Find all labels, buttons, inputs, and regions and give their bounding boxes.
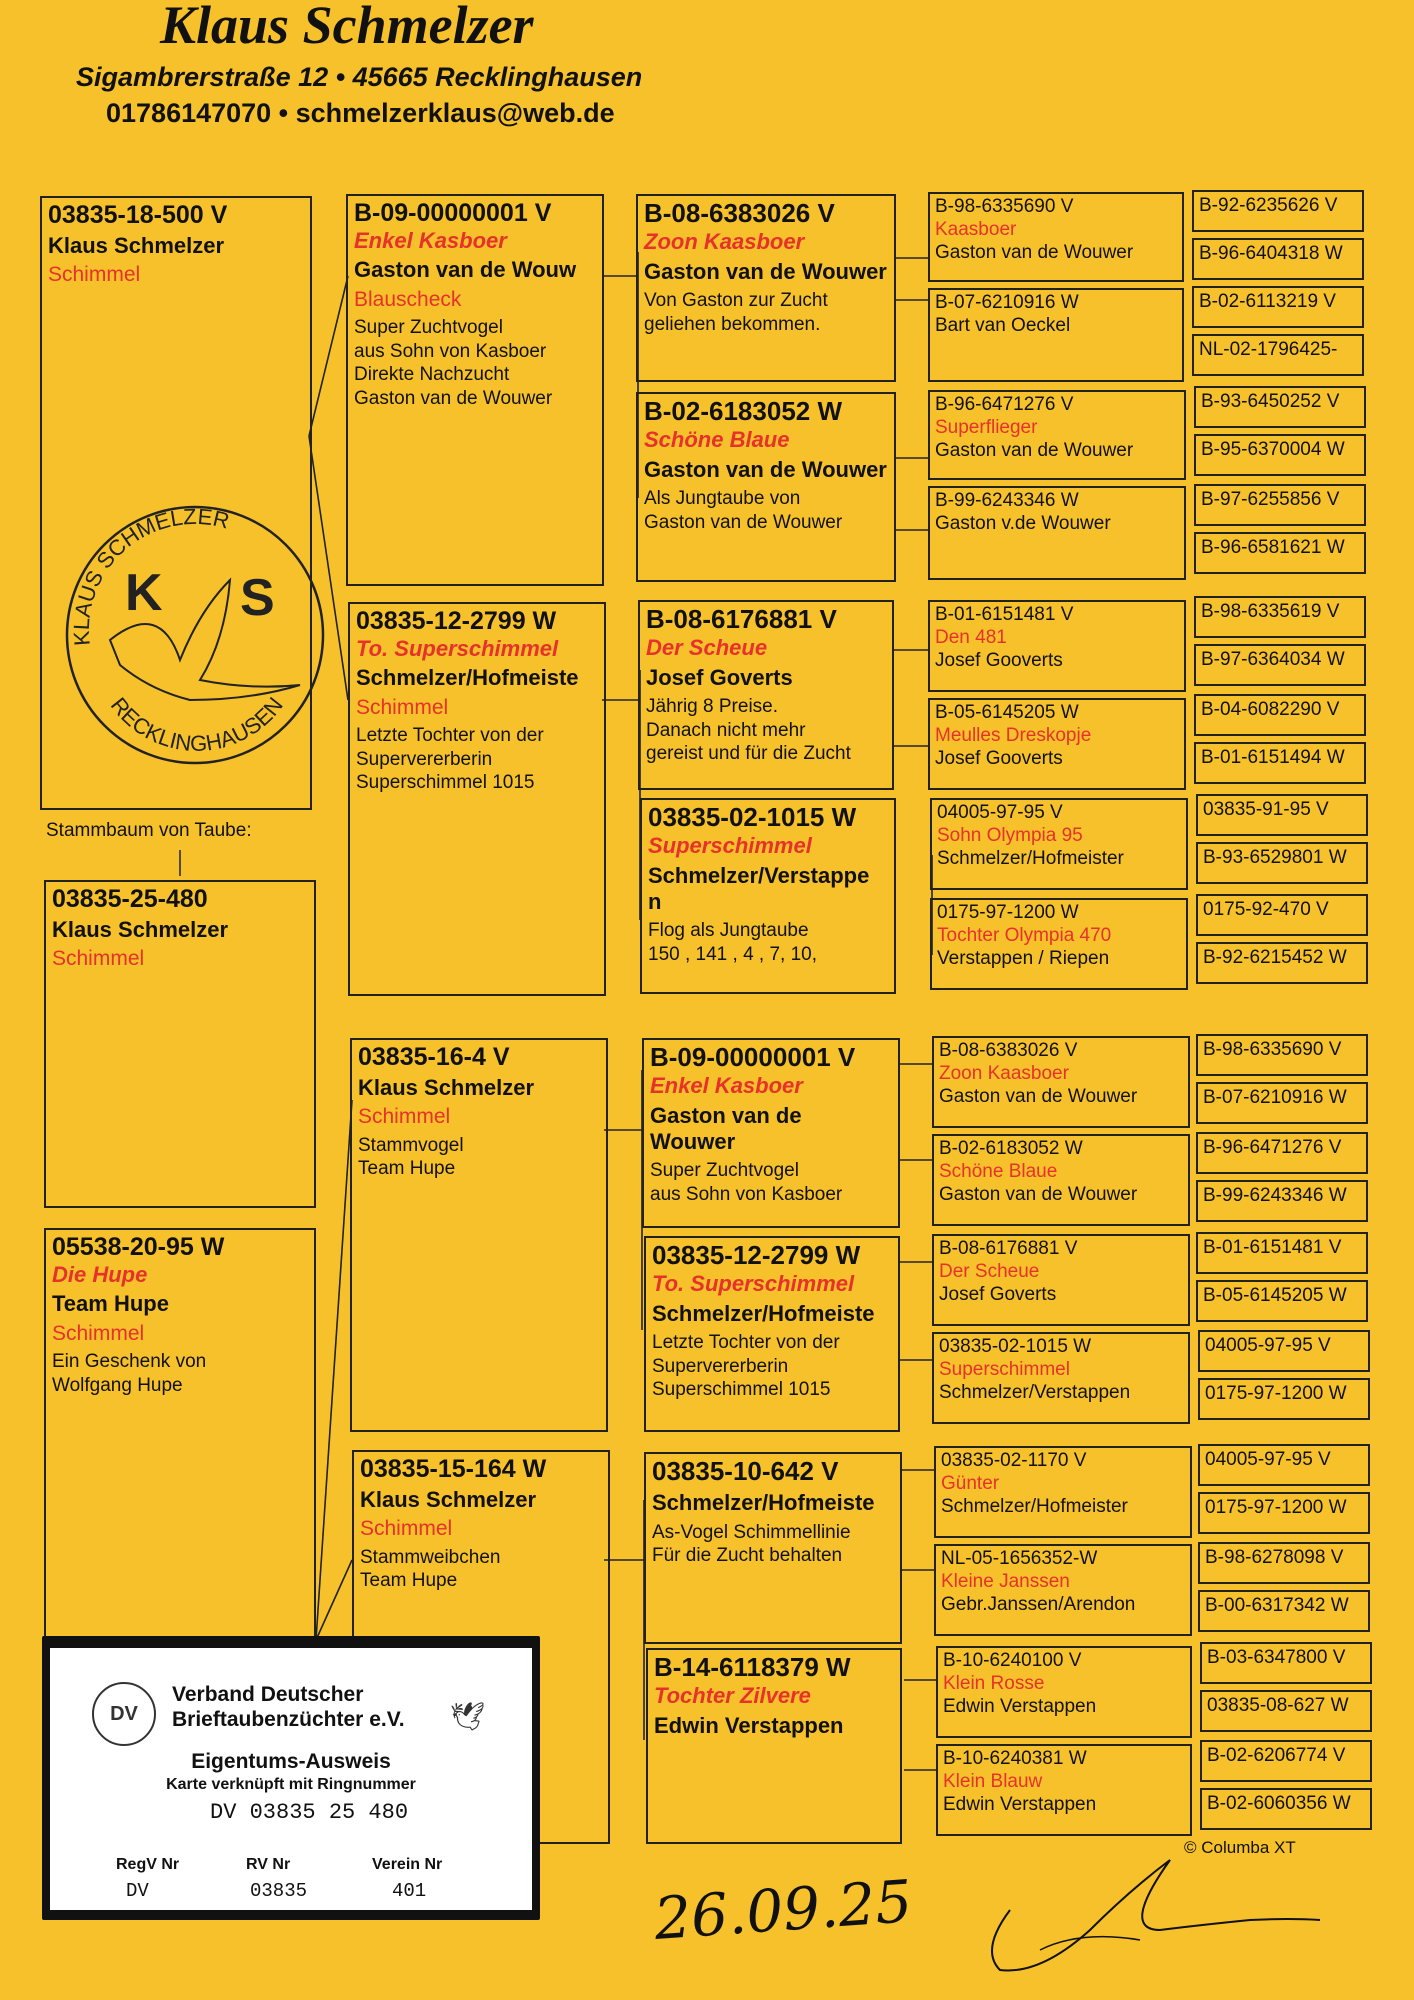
breeder-name: Gaston van de Wouwer xyxy=(935,440,1134,462)
pigeon-icon: 🕊 xyxy=(450,1701,486,1732)
gen5-box: B-97-6255856 V xyxy=(1194,484,1366,526)
breeder-name: Verstappen / Riepen xyxy=(937,948,1110,970)
pigeon-info: Von Gaston zur Zucht geliehen bekommen. xyxy=(644,289,828,335)
ring-number: 03835-12-2799 W xyxy=(652,1240,861,1270)
breeder-name: Gaston van de Wouwer xyxy=(939,1184,1138,1206)
plumage-color: Schimmel xyxy=(358,1105,451,1129)
pigeon-nickname: Meulles Dreskopje xyxy=(935,725,1092,747)
breeder-name: Gaston v.de Wouwer xyxy=(935,513,1111,535)
gen5-box: B-00-6317342 W xyxy=(1198,1590,1370,1632)
pigeon-nickname: To. Superschimmel xyxy=(652,1271,855,1297)
breeder-name: Klaus Schmelzer xyxy=(358,1075,535,1100)
breeder-name: Gaston van de Wouwer xyxy=(935,242,1134,264)
gen5-box: 0175-97-1200 W xyxy=(1198,1378,1370,1420)
ring-number: 03835-12-2799 W xyxy=(356,607,557,635)
plumage-color: Schimmel xyxy=(52,1321,145,1345)
gen5-box: B-99-6243346 W xyxy=(1196,1180,1368,1222)
ring-number: B-10-6240100 V xyxy=(943,1650,1082,1671)
ring-number: B-98-6335690 V xyxy=(935,196,1074,217)
plumage-color: Schimmel xyxy=(356,695,449,719)
pigeon-nickname: Schöne Blaue xyxy=(939,1161,1058,1183)
pigeon-info: As-Vogel Schimmellinie Für die Zucht behalten xyxy=(652,1521,851,1567)
gen5-box: B-92-6215452 W xyxy=(1196,942,1368,984)
gen5-box: B-97-6364034 W xyxy=(1194,644,1366,686)
pigeon-nickname: Klein Blauw xyxy=(943,1771,1043,1793)
gen5-box: B-02-6060356 W xyxy=(1200,1788,1372,1830)
breeder-name: Klaus Schmelzer xyxy=(48,233,225,258)
owner-name: Klaus Schmelzer xyxy=(160,0,534,55)
copyright-note: © Columba XT xyxy=(1184,1838,1296,1857)
ring-number: B-08-6176881 V xyxy=(646,604,837,634)
ring-number: B-08-6176881 V xyxy=(939,1238,1078,1259)
pigeon-info: Als Jungtaube von Gaston van de Wouwer xyxy=(644,487,843,533)
verein-label: Verein Nr xyxy=(372,1856,443,1873)
ring-number: 03835-10-642 V xyxy=(652,1456,839,1486)
pigeon-nickname: Kleine Janssen xyxy=(941,1571,1070,1593)
pigeon-info: Flog als Jungtaube 150 , 141 , 4 , 7, 10, xyxy=(648,920,818,966)
gen5-box: 03835-91-95 V xyxy=(1196,794,1368,836)
pigeon-nickname: Günter xyxy=(941,1473,1000,1495)
pigeon-nickname: Superschimmel xyxy=(939,1359,1070,1381)
ring-number: 03835-25-480 xyxy=(52,885,208,913)
card-heading: Eigentums-Ausweis xyxy=(191,1750,391,1773)
svg-text:K: K xyxy=(125,564,163,622)
pigeon-nickname: Den 481 xyxy=(935,627,1007,649)
gen5-box: B-92-6235626 V xyxy=(1192,190,1364,232)
ring-number: B-02-6183052 W xyxy=(939,1138,1083,1159)
verein-value: 401 xyxy=(392,1880,427,1902)
gen5-box: B-96-6581621 W xyxy=(1194,532,1366,574)
stammbaum-label: Stammbaum von Taube: xyxy=(46,820,252,841)
gen5-box: B-07-6210916 W xyxy=(1196,1082,1368,1124)
card-subheading: Karte verknüpft mit Ringnummer xyxy=(166,1776,416,1793)
breeder-name: Gaston van de Wouw xyxy=(354,257,577,283)
gen5-box: B-93-6450252 V xyxy=(1194,386,1366,428)
gen5-box: B-02-6113219 V xyxy=(1192,286,1364,328)
svg-text:RECKLINGHAUSEN: RECKLINGHAUSEN xyxy=(105,692,288,757)
pigeon-nickname: Zoon Kaasboer xyxy=(939,1063,1069,1085)
breeder-name: Gebr.Janssen/Arendon xyxy=(941,1594,1136,1616)
breeder-name: Klaus Schmelzer xyxy=(360,1487,537,1512)
breeder-name: Gaston van de Wouwer xyxy=(939,1086,1138,1108)
breeder-name: Gaston van de Wouwer xyxy=(644,258,887,284)
plumage-color: Schimmel xyxy=(360,1517,453,1541)
gen5-box: B-98-6335619 V xyxy=(1194,596,1366,638)
breeder-name: Josef Gooverts xyxy=(935,748,1063,770)
pigeon-info: Super Zuchtvogel aus Sohn von Kasboer Direkte Nachzucht Gaston van de Wouwer xyxy=(354,316,553,410)
verband-logo-icon: DV xyxy=(92,1682,156,1746)
gen5-box: B-03-6347800 V xyxy=(1200,1642,1372,1684)
gen5-box: B-01-6151481 V xyxy=(1196,1232,1368,1274)
ring-number: 03835-02-1015 W xyxy=(648,802,857,832)
pigeon-nickname: Der Scheue xyxy=(646,635,768,661)
breeder-name: Schmelzer/Verstappen xyxy=(939,1382,1131,1404)
ring-number: 04005-97-95 V xyxy=(937,802,1063,823)
gen5-box: 03835-08-627 W xyxy=(1200,1690,1372,1732)
ring-number: 03835-02-1015 W xyxy=(939,1336,1092,1357)
gen5-box: B-05-6145205 W xyxy=(1196,1280,1368,1322)
breeder-name: Schmelzer/Hofmeiste xyxy=(652,1490,875,1516)
org-line-2: Brieftaubenzüchter e.V. xyxy=(172,1708,405,1732)
plumage-color: Schimmel xyxy=(52,947,145,971)
gen5-box: B-01-6151494 W xyxy=(1194,742,1366,784)
pigeon-nickname: Tochter Olympia 470 xyxy=(937,925,1112,947)
ring-number: B-08-6383026 V xyxy=(939,1040,1078,1061)
breeder-name: Schmelzer/Hofmeiste xyxy=(652,1300,875,1326)
ring-number: B-01-6151481 V xyxy=(935,604,1074,625)
gen5-box: 04005-97-95 V xyxy=(1198,1330,1370,1372)
rv-value: 03835 xyxy=(250,1880,308,1902)
pigeon-nickname: Klein Rosse xyxy=(943,1673,1045,1695)
breeder-name: Schmelzer/Hofmeiste xyxy=(356,665,579,691)
pigeon-info: Super Zuchtvogel aus Sohn von Kasboer xyxy=(650,1160,843,1206)
ring-number: 05538-20-95 W xyxy=(52,1233,225,1261)
pigeon-nickname: To. Superschimmel xyxy=(356,636,559,661)
ring-number: B-96-6471276 V xyxy=(935,394,1074,415)
ring-number: 0175-97-1200 W xyxy=(937,902,1079,923)
ring-number: 03835-18-500 V xyxy=(48,201,228,229)
pigeon-info: Letzte Tochter von der Supervererberin Superschimmel 1015 xyxy=(356,724,544,794)
pigeon-nickname: Die Hupe xyxy=(52,1262,148,1287)
plumage-color: Schimmel xyxy=(48,263,141,287)
ring-number: 03835-02-1170 V xyxy=(941,1450,1087,1471)
breeder-name: Schmelzer/Hofmeister xyxy=(937,848,1124,870)
gen5-box: B-96-6471276 V xyxy=(1196,1132,1368,1174)
breeder-name: Team Hupe xyxy=(52,1291,169,1317)
breeder-name: Bart van Oeckel xyxy=(935,315,1071,337)
breeder-name: Josef Gooverts xyxy=(935,650,1063,672)
gen5-box: B-93-6529801 W xyxy=(1196,842,1368,884)
gen5-box: NL-02-1796425- xyxy=(1192,334,1364,376)
regv-value: DV xyxy=(126,1880,149,1902)
org-line-1: Verband Deutscher xyxy=(172,1683,364,1706)
breeder-name: Schmelzer/Verstappe n xyxy=(648,862,870,914)
pigeon-nickname: Superschimmel xyxy=(648,833,812,859)
breeder-name: Schmelzer/Hofmeister xyxy=(941,1496,1128,1518)
owner-contact: 01786147070 • schmelzerklaus@web.de xyxy=(106,98,615,128)
breeder-name: Edwin Verstappen xyxy=(943,1696,1097,1718)
pigeon-info: Stammvogel Team Hupe xyxy=(358,1134,464,1180)
gen5-box: B-98-6278098 V xyxy=(1198,1542,1370,1584)
rv-label: RV Nr xyxy=(246,1856,291,1873)
pigeon-info: Letzte Tochter von der Supervererberin Superschimmel 1015 xyxy=(652,1331,840,1401)
pigeon-nickname: Superflieger xyxy=(935,417,1038,439)
breeder-name: Gaston van de Wouwer xyxy=(650,1102,802,1154)
ring-number: B-10-6240381 W xyxy=(943,1748,1087,1769)
breeder-name: Gaston van de Wouwer xyxy=(644,456,887,482)
breeder-name: Edwin Verstappen xyxy=(654,1712,844,1738)
pigeon-nickname: Sohn Olympia 95 xyxy=(937,825,1083,847)
ring-number: 03835-16-4 V xyxy=(358,1043,510,1071)
ring-number: NL-05-1656352-W xyxy=(941,1548,1098,1569)
gen5-box: 04005-97-95 V xyxy=(1198,1444,1370,1486)
ring-number: B-99-6243346 W xyxy=(935,490,1079,511)
gen5-box: B-04-6082290 V xyxy=(1194,694,1366,736)
gen5-box: B-96-6404318 W xyxy=(1192,238,1364,280)
pigeon-nickname: Enkel Kasboer xyxy=(650,1073,803,1099)
pigeon-nickname: Zoon Kaasboer xyxy=(644,229,805,255)
breeder-name: Klaus Schmelzer xyxy=(52,917,229,942)
gen5-box: B-95-6370004 W xyxy=(1194,434,1366,476)
pigeon-nickname: Der Scheue xyxy=(939,1261,1040,1283)
ring-number: B-02-6183052 W xyxy=(644,396,842,426)
ring-number: B-14-6118379 W xyxy=(654,1652,851,1682)
plumage-color: Blauscheck xyxy=(354,287,462,311)
pigeon-nickname: Kaasboer xyxy=(935,219,1017,241)
ring-number: B-08-6383026 V xyxy=(644,198,835,228)
pigeon-info: Ein Geschenk von Wolfgang Hupe xyxy=(52,1350,207,1396)
pigeon-nickname: Enkel Kasboer xyxy=(354,228,507,253)
ring-number: B-09-00000001 V xyxy=(650,1042,856,1072)
gen5-box: 0175-97-1200 W xyxy=(1198,1492,1370,1534)
pigeon-nickname: Schöne Blaue xyxy=(644,427,790,453)
gen5-box: 0175-92-470 V xyxy=(1196,894,1368,936)
ring-number: 03835-15-164 W xyxy=(360,1455,547,1483)
card-ring-number: DV 03835 25 480 xyxy=(210,1800,409,1825)
svg-text:S: S xyxy=(240,569,275,627)
breeder-name: Josef Goverts xyxy=(646,664,793,690)
ring-number: B-07-6210916 W xyxy=(935,292,1079,313)
owner-address: Sigambrerstraße 12 • 45665 Recklinghausen xyxy=(76,62,643,92)
breeder-name: Josef Goverts xyxy=(939,1284,1057,1306)
handwritten-date: 26.09.25 xyxy=(651,1867,915,1953)
ring-number: B-05-6145205 W xyxy=(935,702,1079,723)
gen5-box: B-02-6206774 V xyxy=(1200,1740,1372,1782)
breeder-name: Edwin Verstappen xyxy=(943,1794,1097,1816)
regv-label: RegV Nr xyxy=(116,1856,180,1873)
pigeon-nickname: Tochter Zilvere xyxy=(654,1683,811,1709)
pigeon-info: Stammweibchen Team Hupe xyxy=(360,1546,501,1592)
gen5-box: B-98-6335690 V xyxy=(1196,1034,1368,1076)
svg-text:KLAUS SCHMELZER: KLAUS SCHMELZER xyxy=(68,503,232,647)
pigeon-info: Jährig 8 Preise. Danach nicht mehr gereist und für die Zucht xyxy=(646,695,851,765)
ring-number: B-09-00000001 V xyxy=(354,199,552,227)
